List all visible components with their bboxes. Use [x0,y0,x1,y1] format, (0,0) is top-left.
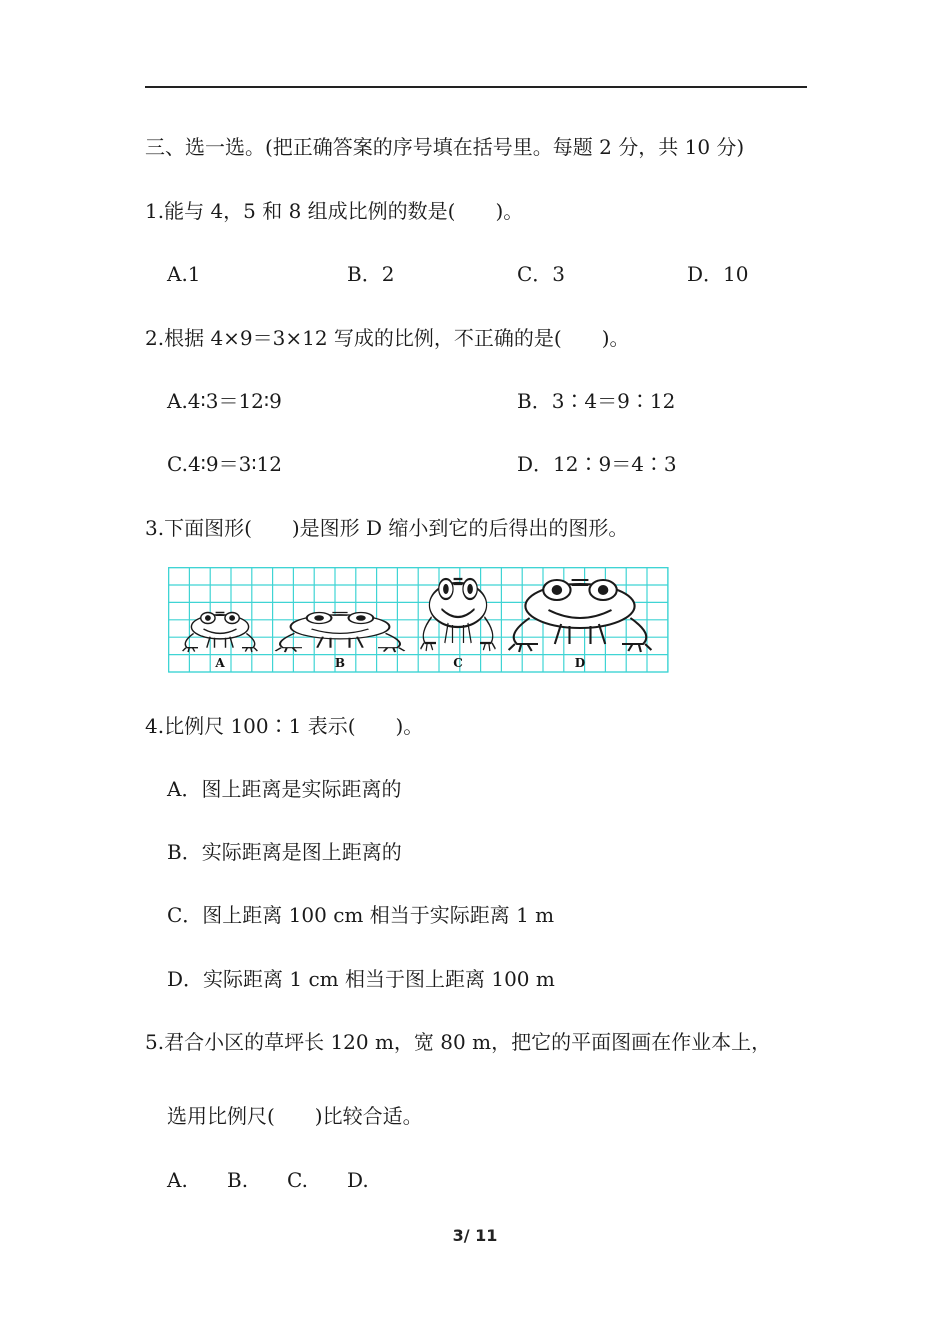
question-3: 3.下面图形( )是图形 D 缩小到它的后得出的图形。 [145,516,629,540]
q1-option-d: D．10 [687,262,749,286]
q1-option-a: A.1 [167,262,201,286]
question-1: 1.能与 4，5 和 8 组成比例的数是( )。 [145,199,524,223]
q5-option-c: C. [287,1168,308,1192]
header-rule [145,86,807,88]
figure-label-d: D [574,656,586,670]
q4-option-d: D．实际距离 1 cm 相当于图上距离 100 m [167,967,555,991]
frog-c [421,579,496,651]
q2-option-a: A.4∶3＝12∶9 [167,389,282,413]
q5-option-d: D. [347,1168,369,1192]
question-2: 2.根据 4×9＝3×12 写成的比例，不正确的是( )。 [145,326,630,350]
q1-option-b: B．2 [347,262,395,286]
q5-option-a: A. [167,1168,188,1192]
page-number: 3/ 11 [452,1226,498,1245]
q4-option-c: C．图上距离 100 cm 相当于实际距离 1 m [167,903,555,927]
q4-option-a: A．图上距离是实际距离的 [167,777,402,801]
grid-svg [168,567,669,673]
q2-option-b: B．3∶4＝9∶12 [517,389,676,413]
frog-a [183,613,258,653]
section-title: 三、选一选。(把正确答案的序号填在括号里。每题 2 分，共 10 分) [145,135,745,159]
q2-option-c: C.4∶9＝3∶12 [167,452,282,476]
question-5: 5.君合小区的草坪长 120 m，宽 80 m，把它的平面图画在作业本上， [145,1030,772,1054]
frog-grid-figure [168,567,669,673]
q4-option-b: B．实际距离是图上距离的 [167,840,402,864]
question-4: 4.比例尺 100∶1 表示( )。 [145,714,424,738]
frog-b [275,613,404,653]
q5-option-b: B. [227,1168,249,1192]
q2-option-d: D．12∶9＝4∶3 [517,452,677,476]
figure-label-b: B [334,656,346,670]
question-5-continued: 选用比例尺( )比较合适。 [167,1104,423,1128]
figure-label-c: C [453,656,463,670]
frog-d [509,580,652,652]
figure-label-a: A [215,656,225,670]
q1-option-c: C．3 [517,262,566,286]
